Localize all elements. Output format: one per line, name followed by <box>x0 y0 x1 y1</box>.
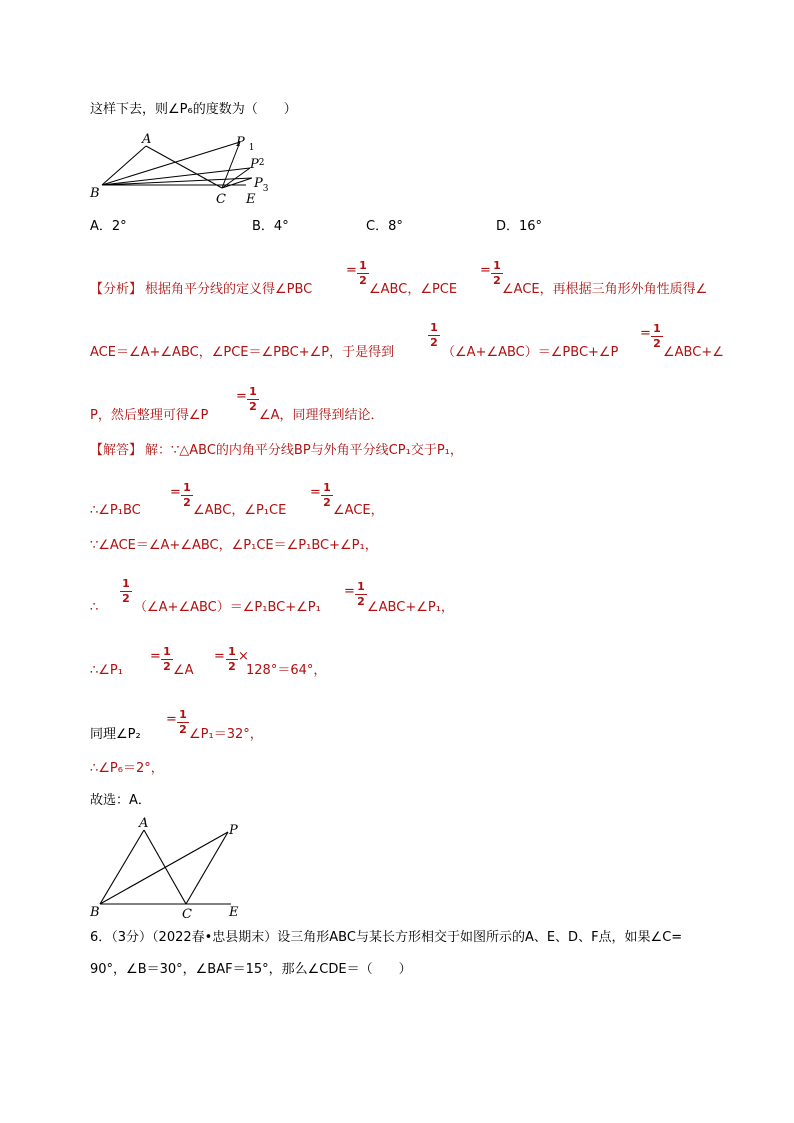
fig2-label-p: P <box>229 823 238 838</box>
question-intro: 这样下去，则∠P₆的度数为（ ） <box>90 102 297 117</box>
answer-line8: 故选：A． <box>90 793 151 808</box>
answer-tag: 【解答】 <box>90 443 143 458</box>
fraction-half: 1 2 <box>226 646 238 673</box>
analysis-tag: 【分析】 <box>90 282 143 297</box>
option-d: D．16° <box>496 219 543 234</box>
fraction-half: 1 2 <box>651 323 663 350</box>
option-a: A．2° <box>90 219 127 234</box>
answer-eq4: = <box>150 649 161 664</box>
fig1-label-b: B <box>90 186 100 201</box>
fig1-label-p3: $P_3$ <box>254 176 269 194</box>
fig1-label-e: E <box>246 192 256 207</box>
fig2-label-b: B <box>90 905 100 920</box>
analysis-line2b: （∠A+∠ABC）＝∠PBC+∠P <box>442 345 619 360</box>
answer-line1: 解：∵△ABC的内角平分线BP与外角平分线CP₁交于P₁， <box>145 443 463 458</box>
answer-line4b: （∠A+∠ABC）＝∠P₁BC+∠P₁ <box>134 600 321 615</box>
fig1-label-c: C <box>216 192 226 207</box>
fraction-half: 1 2 <box>428 322 440 349</box>
answer-line4d: ∠ABC+∠P₁， <box>367 600 454 615</box>
answer-line4a: ∴ <box>90 600 99 615</box>
fraction-half: 1 2 <box>247 386 259 413</box>
question6-line1: 6．（3分）（2022春•忠县期末）设三角形ABC与某长方形相交于如图所示的A、E、D、F点，如果∠C= <box>90 930 683 945</box>
figure-angle-bisectors <box>86 130 286 210</box>
fraction-half: 1 2 <box>181 482 193 509</box>
fraction-half: 1 2 <box>120 578 132 605</box>
figure-triangle-bisector <box>86 812 256 922</box>
answer-eq6: = <box>166 712 177 727</box>
answer-eq2: = <box>310 485 321 500</box>
fig2-label-e: E <box>229 905 239 920</box>
fraction-half: 1 2 <box>161 646 173 673</box>
answer-line6c: ∠P₁＝32°， <box>189 727 263 742</box>
fig2-label-c: C <box>182 907 192 922</box>
answer-eq5: = <box>214 649 225 664</box>
answer-line5f: 128°＝64°， <box>246 663 327 678</box>
fraction-half: 1 2 <box>491 260 503 287</box>
analysis-eq1: = <box>346 263 357 278</box>
answer-eq3: = <box>344 584 355 599</box>
analysis-eq2: = <box>480 263 491 278</box>
answer-times: × <box>238 649 249 664</box>
analysis-line1a: 根据角平分线的定义得∠PBC <box>145 282 313 297</box>
answer-line7: ∴∠P₆＝2°， <box>90 761 164 776</box>
answer-line6a: 同理∠P₂ <box>90 727 141 742</box>
question6-line2: 90°，∠B＝30°，∠BAF＝15°，那么∠CDE＝（ ） <box>90 962 412 977</box>
fraction-half: 1 2 <box>177 709 189 736</box>
answer-eq1: = <box>170 485 181 500</box>
fig2-label-a: A <box>139 816 149 831</box>
fig1-label-p2: $P^2$ <box>250 157 265 172</box>
analysis-line1c: ∠ABC，∠PCE <box>369 282 458 297</box>
option-b: B．4° <box>252 219 289 234</box>
analysis-line3c: ∠A，同理得到结论． <box>259 408 384 423</box>
analysis-line2a: ACE＝∠A+∠ABC，∠PCE＝∠PBC+∠P，于是得到 <box>90 345 395 360</box>
analysis-line3a: P，然后整理可得∠P <box>90 408 209 423</box>
answer-line5a: ∴∠P₁ <box>90 663 123 678</box>
fraction-half: 1 2 <box>355 581 367 608</box>
analysis-line2d: ∠ABC+∠ <box>663 345 724 360</box>
analysis-eq4: = <box>236 389 247 404</box>
answer-line2e: ∠ACE， <box>333 503 384 518</box>
fraction-half: 1 2 <box>321 482 333 509</box>
fig1-label-a: A <box>142 132 152 147</box>
option-c: C．8° <box>366 219 403 234</box>
answer-line5c: ∠A <box>173 663 194 678</box>
answer-line3: ∵∠ACE＝∠A+∠ABC，∠P₁CE＝∠P₁BC+∠P₁， <box>90 538 378 553</box>
fig1-label-p1: P $_1$ <box>236 135 255 153</box>
fraction-half: 1 2 <box>357 260 369 287</box>
answer-line2c: ∠ABC，∠P₁CE <box>193 503 287 518</box>
analysis-eq3: = <box>640 326 651 341</box>
answer-line2a: ∴∠P₁BC <box>90 503 141 518</box>
analysis-line1e: ∠ACE，再根据三角形外角性质得∠ <box>502 282 708 297</box>
